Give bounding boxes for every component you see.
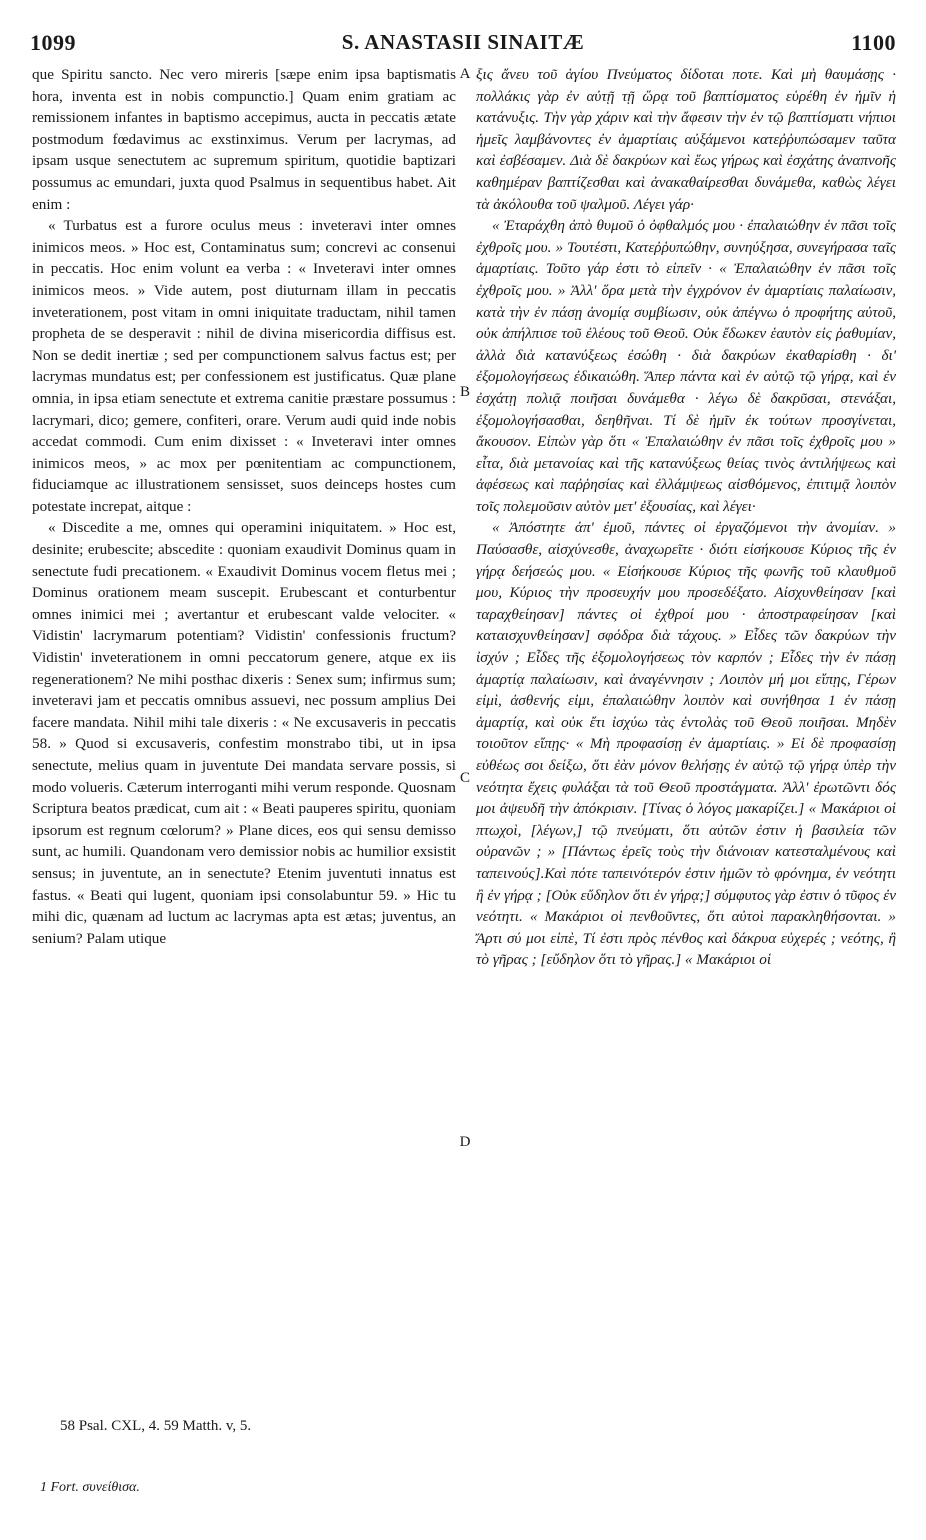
- scripture-footnotes: 58 Psal. CXL, 4. 59 Matth. v, 5.: [60, 1418, 252, 1434]
- page-header: [30, 30, 896, 60]
- greek-paragraph-3: « Ἀπόστητε ἀπ' ἐμοῦ, πάντες οἱ ἐργαζόμενοι τὴν ἀνομίαν. » Παύσασθε, αἰσχύνεσθε, ἀναχωρεῖτε · διότι εἰσήκουσε Κύριος τῆς ἐν γήρᾳ δεήσεώς μου. « Εἰσήκουσε Κύριος τῆς φωνῆς τοῦ κλαυθμοῦ μου, Κύριος τὴν προσευχήν μου προσεδέξατο. Αἰσχυνθείησαν [καὶ ταραχθείησαν] πάντες οἱ ἐχθροί μου · ἀποστραφείησαν [καὶ καταισχυνθείησαν] σφόδρα διὰ τάχους. » Εἶδες τῶν δακρύων τὴν ἰσχύν ; Εἶδες τῆς ἐξομολογήσεως τὸν καρπόν ; Εἶδες τὴν ἐν πάσῃ ἁμαρτίᾳ παλαίωσιν, καὶ ἀναγέννησιν ; Λοιπὸν μή μοι εἴπῃς, Γέρων εἰμὶ, ἀσθενής εἰμι, ἐπαλαιώθην λοιπὸν καὶ συνήθησα 1 ἐν πάσῃ ἁμαρτίᾳ, καὶ οὐκ ἔτι ἰσχύω τὰς ἐντολὰς τοῦ Θεοῦ ποιῆσαι. Μηδὲν τοιοῦτον εἴπῃς· « Μὴ προφασίσῃ ἐν ἁμαρτίαις. » Εἰ δὲ προφασίσῃ εὐθέως σοι δείξω, ὅτι ἐὰν μόνον θελήσῃς ἐν αὐτῷ τῷ γήρᾳ ὑπὲρ τὴν νεότητα ἔχεις φυλάξαι τὰ τοῦ Θεοῦ προστάγματα. Ἀλλ' ἐρωτῶντι δός μοι ἀψευδῆ τὴν ἀπόκρισιν. [Τίνας ὁ λόγος μακαρίζει.] « Μακάριοι οἱ πτωχοὶ, [λέγων,] τῷ πνεύματι, ὅτι αὐτῶν ἐστιν ἡ βασιλεία τῶν οὐρανῶν ; » [Πάντως ἐρεῖς τοὺς τὴν διάνοιαν κατεσταλμένους καὶ ταπεινούς].Καὶ πότε ταπεινότερόν ἐστιν ἡμῶν τὸ φρόνημα, ἐν νεότητι ἢ ἐν γήρᾳ ; [Οὐκ εὔδηλον ὅτι ἐν γήρᾳ;] σύμφυτος γὰρ ἐστιν ὁ τῦφος ἐν νεότητι. « Μακάριοι οἱ πενθοῦντες, ὅτι αὐτοὶ παρακληθήσονται. » Ἄρτι σύ μοι εἰπὲ, Τί ἐστι πρὸς πένθος καὶ δάκρυα εὐχερές ; νεότης, ἢ τὸ γῆρας ; [εὔδηλον ὅτι τὸ γῆρας.] « Μακάριοι οἱ: [476, 519, 896, 969]
- greek-paragraph-1: ξις ἄνευ τοῦ ἁγίου Πνεύματος δίδοται ποτε. Καὶ μὴ θαυμάσῃς · πολλάκις γὰρ ἐν αὐτῇ τῇ ὥρᾳ τοῦ βαπτίσματος εὑρέθη ἐν ἡμῖν ἡ κατάνυξις. Τὴν γὰρ χάριν καὶ τὴν ἄφεσιν τὴν ἐν τῷ βαπτίσματι νήπιοι ἡμεῖς λαμβάνοντες ἐν ἁμαρτίαις αὐξάμενοι κατεῤῥυπώσαμεν ταῦτα καὶ ἐσβέσαμεν. Διὰ δὲ δακρύων καὶ ἕως γήρως καὶ ἐσχάτης ἀναπνοῆς καθημέραν βαπτίζεσθαι καὶ ἀνακαθαίρεσθαι δυνάμεθα, καθὼς λέγει τὰ ἀκόλουθα τοῦ ψαλμοῦ. Λέγει γάρ·: [476, 66, 896, 213]
- running-title: S. ANASTASII SINAITÆ: [341, 30, 585, 54]
- section-marker-b: B: [459, 384, 470, 400]
- section-marker-c: C: [459, 770, 470, 786]
- section-marker-a: A: [459, 66, 471, 82]
- latin-paragraph-1: que Spiritu sancto. Nec vero mireris [sæpe enim ipsa baptismatis hora, inventa est in nobis compunctio.] Quam enim gratiam ac remissionem infantes in baptismo accepimus, aucta in peccatis ætate postmodum fœdavimus ac exstinximus. Verum per lacrymas, ad ipsam usque senectutem ac supremum spiritum, quotidie baptizari possumus ac emundari, juxta quod Psalmus in sequentibus habet. Ait enim :: [32, 66, 456, 213]
- left-page-number: 1099: [30, 30, 76, 55]
- section-marker-d: D: [459, 1134, 471, 1150]
- latin-column: [32, 64, 456, 949]
- latin-paragraph-2: « Turbatus est a furore oculus meus : inveteravi inter omnes inimicos meos. » Hoc est, Contaminatus sum; concrevi ac consenui in peccatis. Hoc enim volunt ea verba : « Inveteravi inter omnes inimicos meos. » Vide autem, post diuturnam illam in peccatis inveterationem, post vitam in omni iniquitate traductam, nihil tamen propheta de se desperavit : nihil de divina misericordia diffisus est. Non se dedit inertiæ ; sed per compunctionem salvus factus est; per lacrymas mundatus est; per confessionem est justificatus. Quæ plane omnia, in ipsa etiam senectute et extrema canitie præstare possumus : lacrymari, dico; gemere, confiteri, orare. Verum audi quid inde nobis accedat commodi. Cum enim dixisset : « Inveteravi inter omnes inimicos meos, » ac mox per pœnitentiam ac compunctionem, fiduciamque ac illustrationem sensisset, suos deinceps hostes cum potestate increpat, aitque :: [32, 217, 456, 515]
- greek-paragraph-2: « Ἐταράχθη ἀπὸ θυμοῦ ὁ ὀφθαλμός μου · ἐπαλαιώθην ἐν πᾶσι τοῖς ἐχθροῖς μου. » Τουτέστι, Κατεῤῥυπώθην, συνηύξησα, συνεγήρασα ταῖς ἁμαρτίαις. Τοῦτο γάρ ἐστι τὸ εἰπεῖν · « Ἐπαλαιώθην ἐν πᾶσι τοῖς ἐχθροῖς μου. » Ἀλλ' ὅρα μετὰ τὴν ἐγχρόνον ἐν ἁμαρτίαις παλαίωσιν, κατὰ τὴν ἐν πάσῃ ἀνομίᾳ συμβίωσιν, οὐκ ἀπέγνω ὁ προφήτης αὐτοῦ, οὐκ ἀπήλπισε τοῦ ἐλέους τοῦ Θεοῦ. Οὐκ ἔδωκεν ἑαυτὸν εἰς ῥαθυμίαν, ἀλλὰ διὰ κατανύξεως ἐσώθη · διὰ δακρύων ἐκαθαρίσθη · δι' ἐξομολογήσεως ἐδικαιώθη. Ἅπερ πάντα καὶ ἐν αὐτῷ τῷ γήρᾳ, καὶ ἐν ἐσχάτῃ πολιᾷ ποιῆσαι δυνάμεθα · λέγω δὲ δακρῦσαι, στενάξαι, ἐξομολογήσασθαι, δεηθῆναι. Τί δὲ ἡμῖν ἐκ τούτων προσγίνεται, ἄκουσον. Εἰπὼν γὰρ ὅτι « Ἐπαλαιώθην ἐν πᾶσι τοῖς ἐχθροῖς μου » εἶτα, διὰ μετανοίας καὶ τῆς κατανύξεως θείας τινὸς ἀντιλήψεως καὶ ἀφέσεως καὶ παῤῥησίας καὶ ἐλλάμψεως αἰσθόμενος, ἐπιτιμᾷ λοιπὸν τοῖς πολεμοῦσιν αὐτὸν μετ' ἐξουσίας, καὶ λέγει·: [476, 217, 896, 515]
- latin-paragraph-3: « Discedite a me, omnes qui operamini iniquitatem. » Hoc est, desinite; erubescite; abscedite : quoniam exaudivit Dominus quam in senectute fudi precationem. « Exaudivit Dominus vocem fletus mei ; Dominus orationem meam suscepit. Erubescant et conturbentur omnes inimici mei ; avertantur et erubescant valde velociter. « Vidistin' lacrymarum potentiam? Vidistin' confessionis fructum? Vidistin' inveterationem in omni peccatorum genere, atque ex iis regenerationem? Ne mihi posthac dixeris : Senex sum; infirmus sum; inveteravi jam et peccatis omnibus assuevi, nec possum amplius Dei facere mandata. Nihil mihi tale dixeris : « Ne excusaveris in peccatis 58. » Quod si excusaveris, confestim monstrabo tibi, ut in ipsa senectute, melius quam in juventute Dei mandata servare possis, si modo volueris. Cæterum interroganti mihi verum responde. Quosnam Scriptura beatos prædicat, cum ait : « Beati pauperes spiritu, quoniam ipsorum est regnum cœlorum? » Plane dices, eos qui sensu demisso sunt, ac humili. Quandonam vero demissior nobis ac humilior exsistit sensus; in juventute, an in senectute? Etenim juventuti innatus est fastus. « Beati qui lugent, quoniam ipsi consolabuntur 59. » Hic tu mihi dic, quænam ad luctum ac lacrymas apta est ætas; juventus, an senium? Palam utique: [32, 519, 456, 947]
- greek-column: [476, 64, 896, 971]
- right-page-number: 1100: [851, 30, 896, 55]
- variant-footnote: 1 Fort. συνείθισα.: [40, 1480, 140, 1495]
